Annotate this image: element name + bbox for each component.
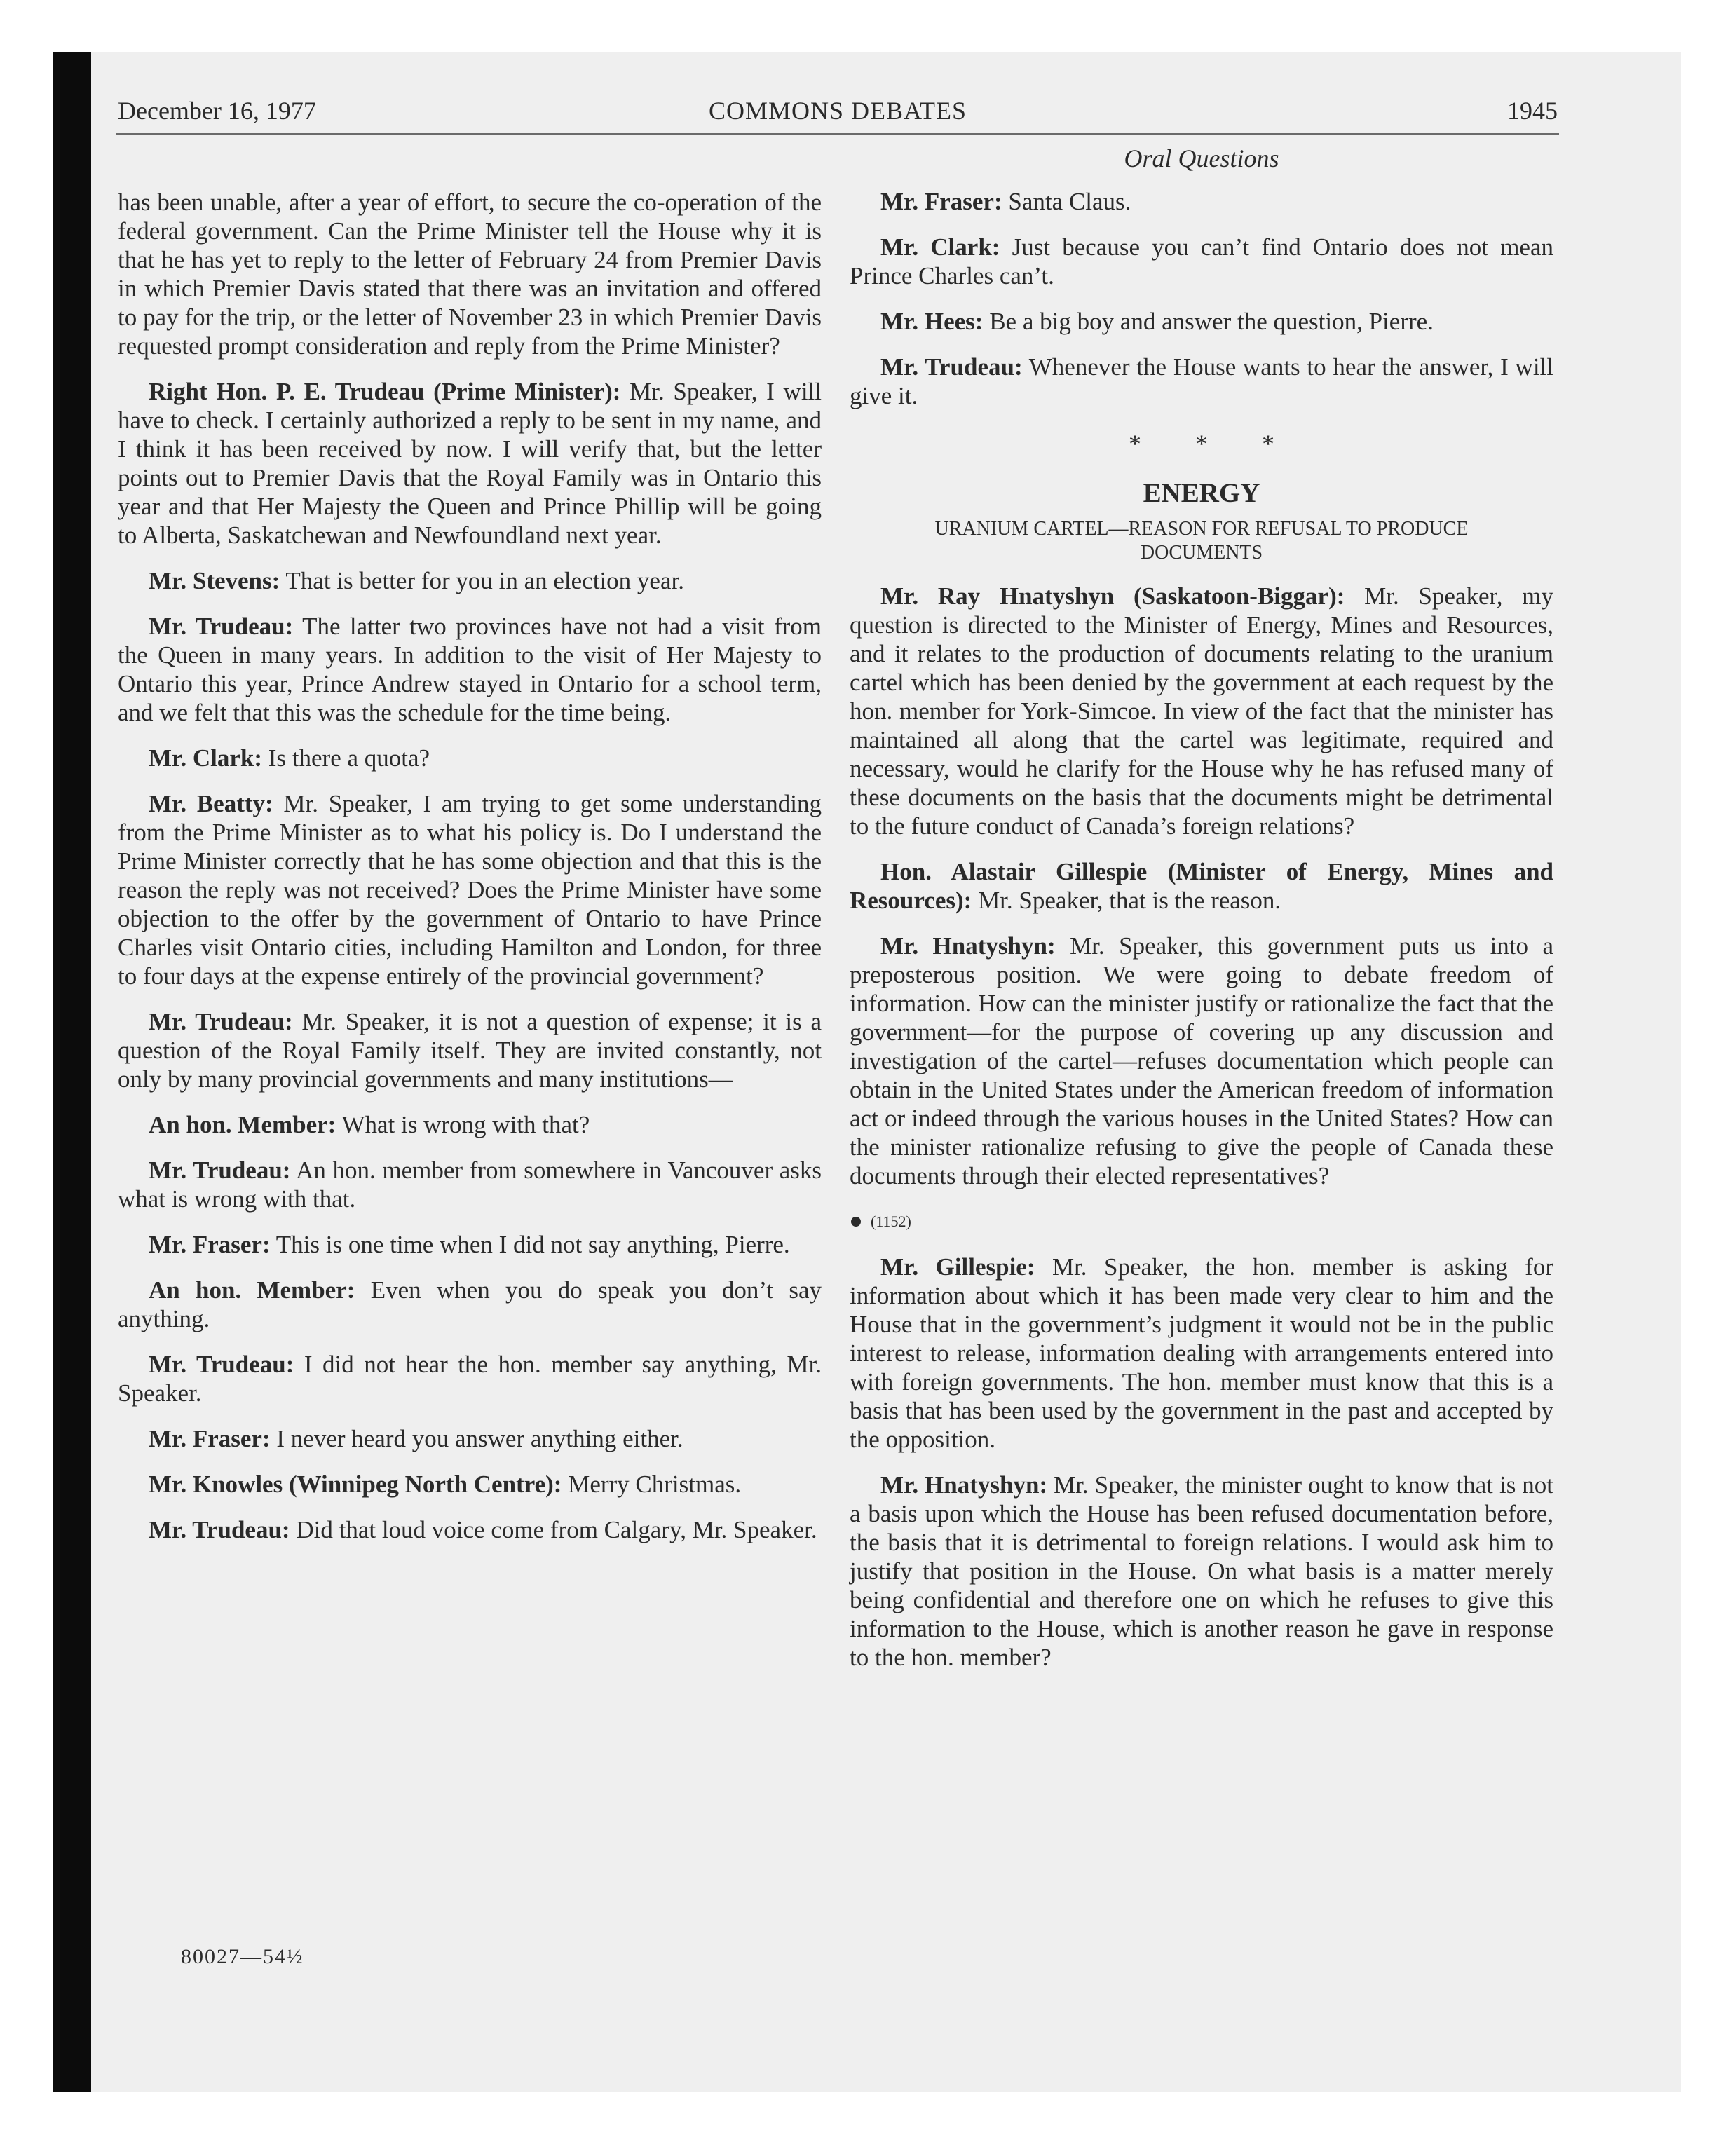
running-head: Oral Questions [1124, 144, 1279, 172]
speaker-name: Mr. Stevens: [149, 567, 280, 594]
speech-paragraph [118, 377, 822, 550]
speech-paragraph [118, 1515, 822, 1544]
speaker-name: Mr. Clark: [149, 744, 263, 772]
speaker-name: Mr. Trudeau: [149, 1516, 290, 1543]
speech-paragraph [118, 1007, 822, 1093]
speech-text: Mr. Speaker, it is not a question of expense; it is a question of the Royal Family itself. They are invited constantly, not only by many provincial governments and many institutions— [118, 1008, 822, 1093]
speaker-name: Mr. Trudeau: [149, 613, 294, 640]
footer-code: 80027—54½ [181, 1945, 304, 1968]
speaker-name: Mr. Trudeau: [149, 1351, 294, 1378]
speech-paragraph [118, 1276, 822, 1333]
speaker-name: Mr. Gillespie: [880, 1253, 1035, 1281]
speech-text: Did that loud voice come from Calgary, Mr. Speaker. [296, 1516, 817, 1543]
speaker-name: Mr. Ray Hnatyshyn (Saskatoon-Biggar): [880, 582, 1345, 610]
exchanges-before [850, 187, 1553, 410]
section-title: ENERGY [1143, 478, 1260, 508]
speech-paragraph [118, 1350, 822, 1407]
speech-text: Mr. Speaker, I will have to check. I certainly authorized a reply to be sent in my name, and I think it has been received by now. I will verify that, but the letter points out to Premier Davis that the Royal Family was in Ontario this year and that Her Majesty the Queen and Prince Phillip will be going to Alberta, Saskatchewan and Newfoundland next year. [118, 378, 822, 549]
speaker-name: Mr. Fraser: [149, 1231, 271, 1258]
speech-paragraph [850, 187, 1553, 216]
speech-text: I never heard you answer anything either. [276, 1425, 683, 1452]
speech-text: Santa Claus. [1008, 188, 1131, 215]
speech-paragraph [118, 612, 822, 727]
speaker-name: Mr. Fraser: [149, 1425, 271, 1452]
speech-paragraph [850, 353, 1553, 410]
speech-text: Mr. Speaker, my question is directed to the Minister of Energy, Mines and Resources, and it relates to the production of documents relating to the uranium cartel which has been denied by the government at each request by the hon. member for York-Simcoe. In view of the fact that the minister has maintained all along that the cartel was legitimate, required and necessary, would he clarify for the House why he has refused many of these documents on the basis that the documents might be detrimental to the future conduct of Canada’s foreign relations? [850, 582, 1553, 840]
speech-paragraph [850, 233, 1553, 290]
speech-paragraph [850, 857, 1553, 915]
speech-text: Merry Christmas. [568, 1471, 742, 1498]
speech-paragraph [118, 1230, 822, 1259]
speech-text: The latter two provinces have not had a visit from the Queen in many years. In addition to the visit of Her Majesty to Ontario this year, Prince Andrew stayed in Ontario for a school term, and we felt that this was the schedule for the time being. [118, 613, 822, 726]
speech-text: Just because you can’t find Ontario does not mean Prince Charles can’t. [850, 233, 1553, 289]
speaker-name: Mr. Hees: [880, 308, 984, 335]
speech-text: What is wrong with that? [341, 1111, 590, 1138]
speech-text: Mr. Speaker, this government puts us into a preposterous position. We were going to debate freedom of information. How can the minister justify or rationalize the fact that the government—for the purpose of covering up any discussion and investigation of the cartel—refuses documentation which people can obtain in the United States under the American freedom of information act or indeed through the various houses in the United States? How can the minister rationalize refusing to give the people of Canada these documents through their elected representatives? [850, 932, 1554, 1189]
speaker-name: An hon. Member: [149, 1111, 336, 1138]
binding-edge [53, 52, 91, 2092]
speech-paragraph [118, 1156, 822, 1213]
speech-paragraph [850, 1253, 1553, 1454]
right-column [850, 144, 1553, 1688]
speaker-name: Hon. Alastair Gillespie (Minister of Energy, Mines and Resources): [850, 858, 1553, 914]
speech-paragraph [118, 1470, 822, 1499]
exchanges-after [850, 1253, 1553, 1672]
speech-text: Whenever the House wants to hear the answer, I will give it. [850, 353, 1554, 409]
speaker-name: Mr. Trudeau: [149, 1008, 293, 1035]
time-marker-text: (1152) [871, 1213, 911, 1230]
speech-text: That is better for you in an election year. [285, 567, 684, 594]
bullet-icon [851, 1217, 861, 1227]
speech-paragraph [118, 1110, 822, 1139]
speech-paragraph [118, 566, 822, 595]
header-page-number: 1945 [1507, 97, 1558, 125]
speech-text: Mr. Speaker, that is the reason. [978, 887, 1281, 914]
section-separator: * * * [1129, 430, 1298, 458]
speech-text: has been unable, after a year of effort, to secure the co-operation of the federal government. Can the Prime Minister tell the House why it is that he has yet to reply to the letter of February 24 from Premier Davis in which Premier Davis stated that there was an invitation and offered to pay for the trip, or the letter of November 23 in which Premier Davis requested prompt consideration and reply from the Prime Minister? [118, 189, 822, 360]
speech-paragraph [850, 932, 1553, 1190]
speaker-name: Mr. Clark: [880, 233, 1000, 261]
speaker-name: Mr. Trudeau: [149, 1157, 291, 1184]
speech-paragraph [118, 744, 822, 772]
speech-paragraph [118, 1424, 822, 1453]
speaker-name: Mr. Trudeau: [880, 353, 1023, 381]
time-marker [850, 1207, 1553, 1236]
speech-text: Mr. Speaker, the minister ought to know that is not a basis upon which the House has been refused documentation before, the basis that it is detrimental to foreign relations. I would ask him to justify that position in the House. On what basis is a matter merely being confidential and therefore one on which he refuses to give this information to the House, which is another reason he gave in response to the hon. member? [850, 1471, 1553, 1671]
section-subtitle: URANIUM CARTEL—REASON FOR REFUSAL TO PRODUCE DOCUMENTS [934, 518, 1469, 564]
speech-paragraph [850, 582, 1553, 840]
page-header [116, 91, 1559, 135]
speaker-name: Mr. Beatty: [149, 790, 273, 817]
speech-text: Mr. Speaker, the hon. member is asking for information about which it has been made very clear to him and the House that in the government’s judgment it would not be in the public interest to release, information dealing with arrangements entered into with foreign governments. The hon. member must know that this is a basis that has been used by the government in the past and accepted by the opposition. [850, 1253, 1553, 1453]
speaker-name: Mr. Hnatyshyn: [880, 1471, 1048, 1499]
speaker-name: An hon. Member: [149, 1276, 355, 1304]
speech-text: This is one time when I did not say anything, Pierre. [275, 1231, 790, 1258]
speech-text: Be a big boy and answer the question, Pierre. [989, 308, 1434, 335]
exchanges-mid [850, 582, 1553, 1190]
speech-text: Is there a quota? [268, 744, 430, 772]
speech-text: An hon. member from somewhere in Vancouver asks what is wrong with that. [118, 1157, 822, 1213]
speech-text: I did not hear the hon. member say anything, Mr. Speaker. [118, 1351, 822, 1407]
left-column [118, 188, 822, 1561]
speech-paragraph [850, 307, 1553, 336]
speaker-name: Mr. Hnatyshyn: [880, 932, 1056, 960]
speech-paragraph [118, 789, 822, 990]
header-title: COMMONS DEBATES [708, 97, 967, 125]
speaker-name: Right Hon. P. E. Trudeau (Prime Minister): [149, 378, 621, 405]
speech-paragraph [850, 1471, 1553, 1672]
speech-text: Even when you do speak you don’t say anything. [118, 1276, 822, 1332]
header-date: December 16, 1977 [118, 97, 316, 125]
speaker-name: Mr. Fraser: [880, 188, 1002, 215]
speaker-name: Mr. Knowles (Winnipeg North Centre): [149, 1471, 562, 1498]
speech-paragraph [118, 188, 822, 360]
speech-text: Mr. Speaker, I am trying to get some understanding from the Prime Minister as to what his policy is. Do I understand the Prime Minister correctly that he has some objection and that this is the reason the reply was not received? Does the Prime Minister have some objection to the offer by the government of Ontario to have Prince Charles visit Ontario cities, including Hamilton and London, for three to four days at the expense entirely of the provincial government? [118, 790, 822, 990]
